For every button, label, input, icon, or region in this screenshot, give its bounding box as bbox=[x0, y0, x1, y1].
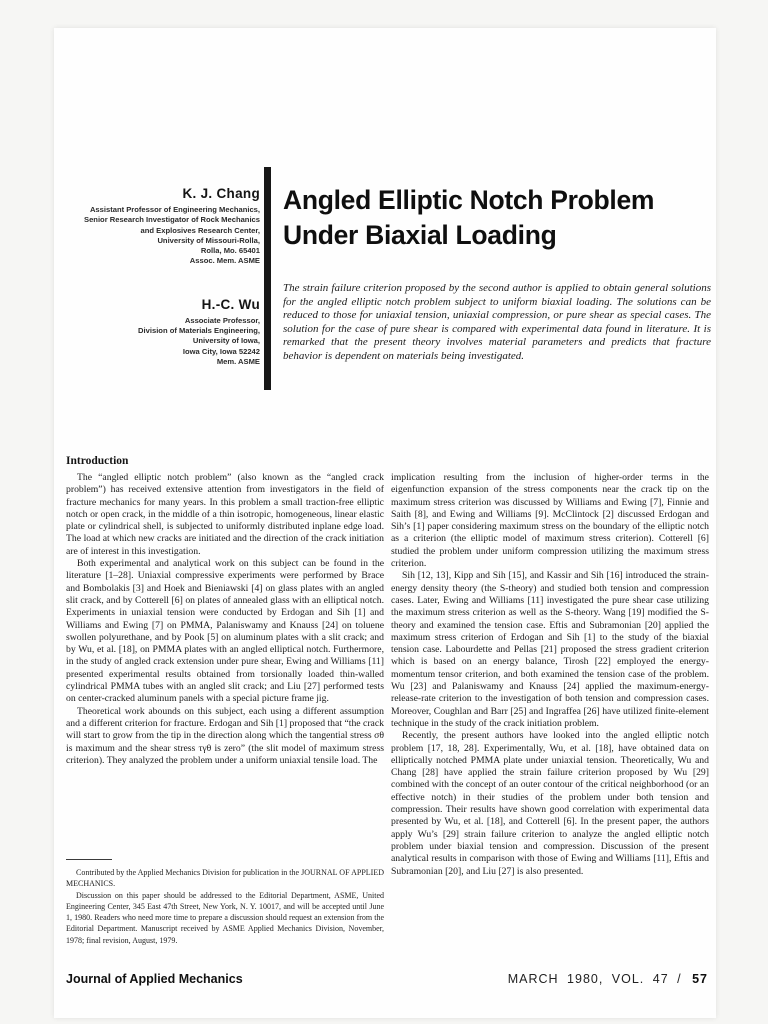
footer-journal-name: Journal of Applied Mechanics bbox=[66, 972, 243, 986]
footer-issue-text: MARCH 1980, VOL. 47 / bbox=[507, 972, 682, 986]
author-affiliation-line: Associate Professor, bbox=[184, 315, 260, 325]
author-affiliation-line: University of Missouri-Rolla, bbox=[157, 235, 260, 245]
author-affiliation-line: Assistant Professor of Engineering Mechanics, bbox=[89, 205, 260, 214]
title-accent-bar bbox=[264, 167, 271, 390]
paper-title-line1: Angled Elliptic Notch Problem bbox=[283, 185, 655, 215]
author-affiliation-line: Division of Materials Engineering, bbox=[138, 326, 260, 336]
footer-page-number: 57 bbox=[692, 972, 708, 986]
paper-title-line2: Under Biaxial Loading bbox=[283, 220, 557, 250]
author-affiliation-line: and Explosives Research Center, bbox=[140, 225, 260, 235]
footnote-rule bbox=[66, 859, 112, 860]
section-heading-introduction: Introduction bbox=[66, 455, 129, 467]
footnote bbox=[66, 859, 384, 946]
footnote-paragraph: Contributed by the Applied Mechanics Division for publication in the JOURNAL OF APPLIED MECHANICS. bbox=[66, 868, 384, 889]
footer-issue-info bbox=[508, 972, 708, 986]
left-column bbox=[66, 455, 384, 767]
author-block-chang bbox=[62, 186, 260, 267]
paragraph: Both experimental and analytical work on this subject can be found in the literature [1–28]. Uniaxial compressive experiments were performed by Brace and Bombolakis [3] and Hoek and Bieniawski [4] on glass plates with an angled slit crack, and by Cotterell [6] on plates of annealed glass with an elliptical notch. Experiments in uniaxial tension were conducted by Erdogan and Sih [1] and Williams and Ewing [7] on PMMA, Palaniswamy and Knauss [24] on toluene swollen polyurethane, and by Pook [5] on aluminum plates with a slit crack; and by Wu, et al. [18], on PMMA plates with an angled elliptical notch. Furthermore, in the study of angled crack extension under pure shear, Ewing and Williams [11] presented experimental results obtained from torsionally loaded thin-walled cylindrical PMMA tubes with an angled slit crack; and Liu [27] performed tests on center-cracked aluminum panels with a special picture frame jig. bbox=[66, 558, 384, 705]
paper-title bbox=[283, 183, 723, 253]
paragraph: The “angled elliptic notch problem” (also known as the “angled crack problem”) has received extensive attention from investigators in the field of fracture mechanics for many years. In this problem a small traction-free elliptic notch or open crack, in the middle of a thin isotropic, homogeneous, linear elastic plate or cylindrical shell, is subjected to uniformly distributed inplane edge load. The load at which new cracks are initiated and the direction of the crack initiation are of interest in this investigation. bbox=[66, 472, 384, 557]
author-affiliation-line: Mem. ASME bbox=[216, 356, 260, 366]
paragraph: Theoretical work abounds on this subject, each using a different assumption and a different criterion for fracture. Erdogan and Sih [1] proposed that “the crack will start to grow from the tip in the direction along which the tangential stress σθ is maximum and the shear stress τγθ is zero” (the slit model of maximum stress criterion). They analyzed the problem under a uniform uniaxial tensile load. The bbox=[66, 705, 384, 766]
author-name: K. J. Chang bbox=[182, 186, 260, 201]
scanned-paper-page bbox=[54, 28, 716, 1018]
author-block-wu bbox=[62, 297, 260, 367]
author-affiliation-line: Assoc. Mem. ASME bbox=[189, 256, 260, 266]
footnote-paragraph: Discussion on this paper should be addressed to the Editorial Department, ASME, United Engineering Center, 345 East 47th Street, New York, N. Y. 10017, and will be accepted until June 1, 1980. Readers who need more time to prepare a discussion should request an extension from the Editorial Department. Manuscript received by ASME Applied Mechanics Division, November, 1978; final revision, August, 1979. bbox=[66, 890, 384, 945]
author-affiliation-line: Rolla, Mo. 65401 bbox=[200, 246, 260, 256]
paragraph: implication resulting from the inclusion of higher-order terms in the eigenfunction expansion of the stress components near the crack tip on the maximum stress criterion was discussed by Williams and Ewing [7], Finnie and Saith [8], and Ewing and Williams [9]. McClintock [2] discussed Erdogan and Sih’s [1] paper considering maximum stress on the boundary of the elliptic notch as a criterion (the elliptic model of maximum stress criterion). Cotterell [6] studied the problem under uniform compression utilizing the maximum stress criterion. bbox=[391, 472, 709, 570]
author-name: H.-C. Wu bbox=[201, 296, 260, 312]
right-column bbox=[391, 472, 709, 878]
author-column bbox=[62, 186, 260, 367]
paragraph: Recently, the present authors have looked into the angled elliptic notch problem [17, 18, 28]. Experimentally, Wu, et al. [18], have obtained data on elliptically notched PMMA plate under uniaxial tension. Theoretically, Wu and Chang [28] have applied the strain failure criterion proposed by Wu [29] combined with the concept of an outer contour of the critical neighborhood (or an effective notch) in their studies of the problem under both tension and compression. Their results have shown good correlation with experimental data presented by Wu, et al. [18], and Cotterell [6]. In the present paper, the authors apply Wu’s [29] strain failure criterion to analyze the angled elliptic notch problem under biaxial tension and compression. Discussion of the present analytical results in comparison with those of Ewing and Williams [11], Eftis and Subramonian [20], and Liu [27] is also presented. bbox=[391, 730, 709, 877]
paragraph: Sih [12, 13], Kipp and Sih [15], and Kassir and Sih [16] introduced the strain-energy density theory (the S-theory) and studied both tension and compression cases. Later, Ewing and Williams [11] investigated the pure shear case utilizing the maximum stress criterion as well as the S-theory. Wang [19] modified the S-theory and examined the tension case. Eftis and Subramonian [20] applied the maximum stress criterion of Erdogan and Sih [1] to the study of the biaxial tension case. Labourdette and Pellas [21] proposed the stress gradient criterion which is based on an energy balance, Tirosh [22] employed the energy-momentum tensor criterion, and both examined the tension case of the problem. Wu [23] and Palaniswamy and Knauss [24] applied the maximum-energy-release-rate criterion to the investigation of both tension and compression cases. Moreover, Coughlan and Barr [25] and Ingraffea [26] have utilized finite-element technique in the study of the crack initiation problem. bbox=[391, 570, 709, 729]
author-affiliation-line: Iowa City, Iowa 52242 bbox=[182, 346, 260, 356]
abstract: The strain failure criterion proposed by the second author is applied to obtain general solutions for the angled elliptic notch problem subject to uniform biaxial loading. The solutions can be reduced to those for uniaxial tension, uniaxial compression, or pure shear as special cases. The solution for the case of pure shear is compared with experimental data found in literature. It is remarked that the present theory involves material parameters and predicts that fracture behavior is dependent on materials being investigated. bbox=[283, 282, 711, 362]
author-affiliation-line: Senior Research Investigator of Rock Mechanics bbox=[84, 215, 260, 225]
author-affiliation-line: University of Iowa, bbox=[192, 336, 260, 346]
